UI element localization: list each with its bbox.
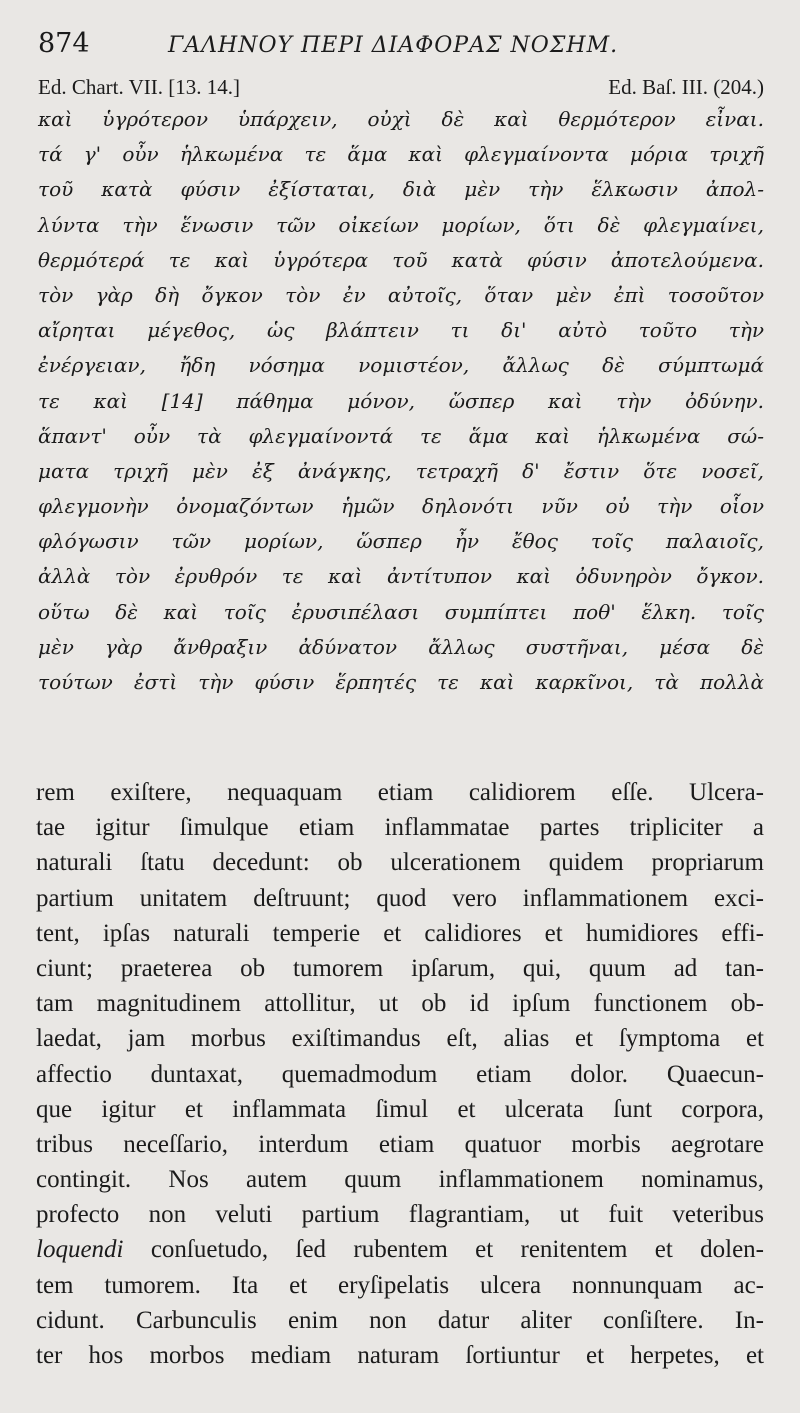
greek-line: ἐνέργειαν, ἤδη νόσημα νομιστέον, ἄλλως δὲ σύμπτωμά (38, 353, 764, 378)
latin-line: tam magnitudinem attollitur, ut ob id ipſum functionem ob- (36, 990, 764, 1018)
latin-line: loquendi conſuetudo, ſed rubentem et renitentem et dolen- (36, 1236, 764, 1264)
latin-line: profecto non veluti partium flagrantiam, ut fuit veteribus (36, 1201, 764, 1229)
greek-line: τὸν γὰρ δὴ ὄγκον τὸν ἐν αὐτοῖς, ὅταν μὲν ἐπὶ τοσοῦτον (38, 282, 764, 307)
latin-line: cidunt. Carbunculis enim non datur aliter conſiſtere. In- (36, 1306, 764, 1334)
greek-line: τε καὶ [14] πάθημα μόνον, ὥσπερ καὶ τὴν ὀδύνην. (38, 388, 764, 413)
greek-line: αἴρηται μέγεθος, ὡς βλάπτειν τι δι' αὐτὸ τοῦτο τὴν (38, 318, 764, 343)
edition-right: Ed. Baſ. III. (204.) (608, 75, 764, 99)
greek-line: οὕτω δὲ καὶ τοῖς ἐρυσιπέλασι συμπίπτει ποθ' ἕλκη. τοῖς (38, 599, 764, 624)
greek-line: ἀλλὰ τὸν ἐρυθρόν τε καὶ ἀντίτυπον καὶ ὀδυνηρὸν ὄγκον. (38, 564, 764, 589)
running-title: ΓΑΛΗΝΟΥ ΠΕΡΙ ΔΙΑΦΟΡΑΣ ΝΟΣΗΜ. (168, 33, 619, 58)
greek-line: φλεγμονὴν ὀνομαζόντων ἡμῶν δηλονότι νῦν οὐ τὴν οἷον (38, 494, 764, 519)
greek-line: τά γ' οὖν ἡλκωμένα τε ἅμα καὶ φλεγμαίνοντα μόρια τριχῆ (38, 142, 764, 167)
edition-line (38, 72, 764, 102)
latin-line: tribus neceſſario, interdum etiam quatuor morbis aegrotare (36, 1130, 764, 1158)
page-number: 874 (38, 28, 90, 59)
latin-line: contingit. Nos autem quum inflammationem nominamus, (36, 1166, 764, 1194)
latin-line: naturali ſtatu decedunt: ob ulcerationem quidem propriarum (36, 849, 764, 877)
latin-line: ciunt; praeterea ob tumorem ipſarum, qui, quum ad tan- (36, 954, 764, 982)
latin-line: tem tumorem. Ita et eryſipelatis ulcera nonnunquam ac- (36, 1271, 764, 1299)
latin-line: tae igitur ſimulque etiam inflammatae partes tripliciter a (36, 814, 764, 842)
greek-line: λύντα τὴν ἕνωσιν τῶν οἰκείων μορίων, ὅτι δὲ φλεγμαίνει, (38, 212, 764, 237)
greek-line: ματα τριχῆ μὲν ἐξ ἀνάγκης, τετραχῆ δ' ἔστιν ὅτε νοσεῖ, (38, 458, 764, 483)
greek-line: μὲν γὰρ ἄνθραξιν ἀδύνατον ἄλλως συστῆναι, μέσα δὲ (38, 634, 764, 659)
edition-left: Ed. Chart. VII. [13. 14.] (38, 75, 240, 99)
greek-line: τούτων ἐστὶ τὴν φύσιν ἕρπητές τε καὶ καρκῖνοι, τὰ πολλὰ (38, 670, 764, 694)
latin-line: affectio duntaxat, quemadmodum etiam dolor. Quaecun- (36, 1060, 764, 1088)
latin-line: partium unitatem deſtruunt; quod vero inflammationem exci- (36, 884, 764, 912)
greek-line: ἅπαντ' οὖν τὰ φλεγμαίνοντά τε ἅμα καὶ ἡλκωμένα σώ- (38, 423, 764, 448)
running-head (38, 28, 764, 72)
latin-line: laedat, jam morbus exiſtimandus eſt, alias et ſymptoma et (36, 1025, 764, 1053)
latin-line: tent, ipſas naturali temperie et calidiores et humidiores effi- (36, 919, 764, 947)
latin-line: ter hos morbos mediam naturam ſortiuntur et herpetes, et (36, 1342, 764, 1369)
greek-line: καὶ ὑγρότερον ὑπάρχειν, οὐχὶ δὲ καὶ θερμότερον εἶναι. (38, 107, 764, 131)
latin-line: rem exiſtere, nequaquam etiam calidiorem eſſe. Ulcera- (36, 779, 764, 806)
greek-line: φλόγωσιν τῶν μορίων, ὥσπερ ἦν ἔθος τοῖς παλαιοῖς, (38, 529, 764, 554)
greek-text-block (38, 102, 764, 700)
latin-text-block (36, 775, 764, 1373)
latin-line: que igitur et inflammata ſimul et ulcerata ſunt corpora, (36, 1095, 764, 1123)
greek-line: θερμότερά τε καὶ ὑγρότερα τοῦ κατὰ φύσιν ἀποτελούμενα. (38, 247, 764, 272)
greek-line: τοῦ κατὰ φύσιν ἐξίσταται, διὰ μὲν τὴν ἕλκωσιν ἀπολ- (38, 177, 764, 202)
